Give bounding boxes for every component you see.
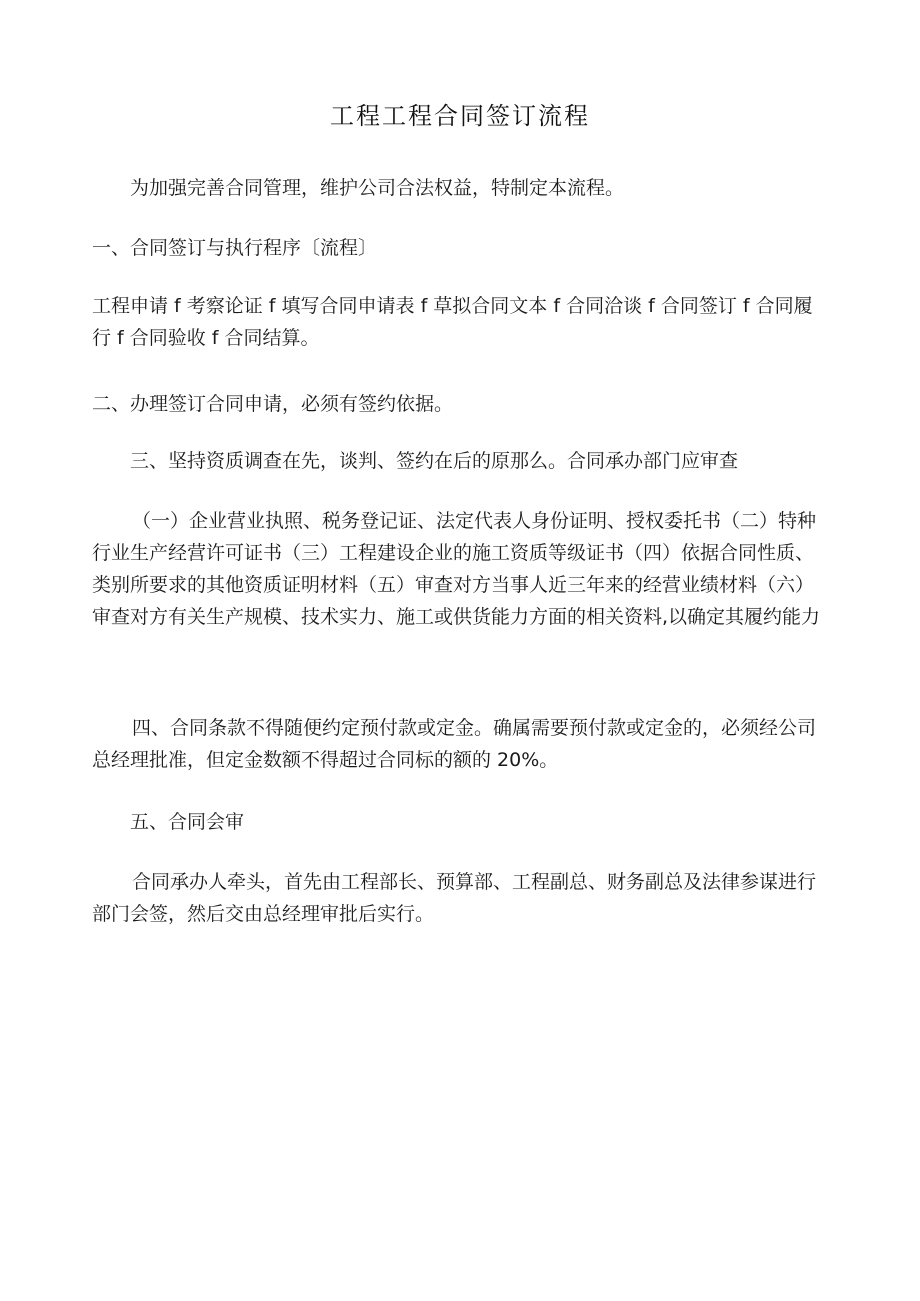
document-title: 工程工程合同签订流程: [330, 102, 590, 130]
section-2-heading: 二、办理签订合同申请，必须有签约依据。: [92, 393, 454, 415]
section-1-heading: 一、合同签订与执行程序〔流程〕: [92, 237, 378, 259]
section-5-heading: 五、合同会审: [130, 811, 245, 833]
section-3-heading: 三、坚持资质调查在先，谈判、签约在后的原那么。合同承办部门应审查: [130, 450, 739, 472]
section-4-paragraph: 四、合同条款不得随便约定预付款或定金。确属需要预付款或定金的，必须经公司总经理批准，但定金数额不得超过合同标的额的 20%。: [92, 717, 817, 771]
intro-paragraph: 为加强完善合同管理，维护公司合法权益，特制定本流程。: [130, 177, 625, 199]
section-3-items: （一）企业营业执照、税务登记证、法定代表人身份证明、授权委托书（二）特种行业生产经营许可证书（三）工程建设企业的施工资质等级证书（四）依据合同性质、类别所要求的其他资质证明材料（五）审查对方当事人近三年来的经营业绩材料（六）审查对方有关生产规模、技术实力、施工或供货能力方面的相关资料,以确定其履约能力: [92, 510, 821, 628]
section-1-flow: 工程申请 f 考察论证 f 填写合同申请表 f 草拟合同文本 f 合同洽谈 f 合同签订 f 合同履行 f 合同验收 f 合同结算。: [92, 295, 813, 349]
section-5-paragraph: 合同承办人牵头，首先由工程部长、预算部、工程副总、财务副总及法律参谋进行部门会签，然后交由总经理审批后实行。: [92, 871, 817, 925]
